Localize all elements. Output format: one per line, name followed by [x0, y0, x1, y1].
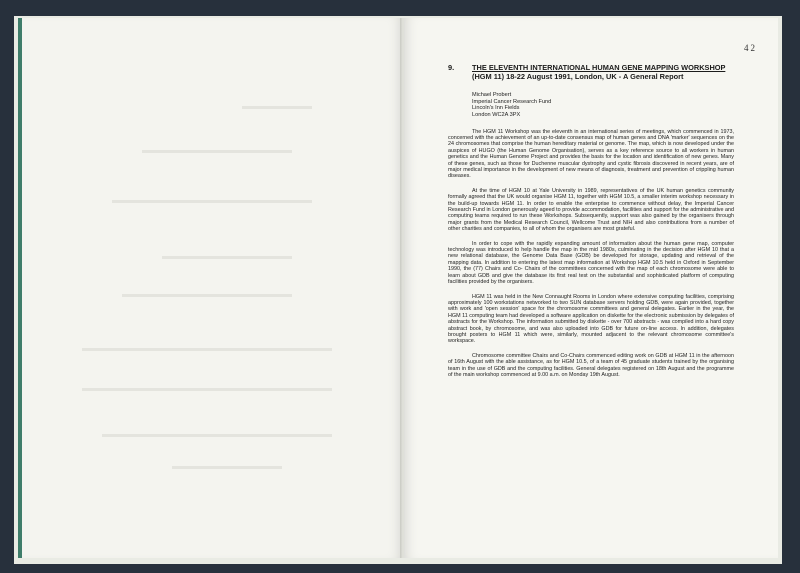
article-title-rest: (HGM 11) 18-22 August 1991, London, UK - A General Report — [472, 71, 684, 81]
author-city: London WC2A 3PX — [472, 111, 521, 118]
paragraph: Chromosome committee Chairs and Co-Chairs commenced editing work on GDB at HGM 11 in the afternoon of 16th August with the able assistance, as for HGM 10.5, of a team of 45 graduate students trained by the organising team in the use of GDB and the computing facilities. General delegates registered on 18th August and the programme of the main workshop commenced at 9.00 a.m. on Monday 19th August. — [448, 352, 734, 378]
show-through-mark — [172, 466, 282, 469]
paragraph: At the time of HGM 10 at Yale University in 1989, representatives of the UK human genetics community formally agreed that the UK would organise HGM 11, together with HGM 10.5, a smaller interim workshop necessary in the build-up towards HGM 11. In order to enable the enterprise to commence without delay, the Imperial Cancer Research Fund in London generously ageed to provide accommodation, facilities and support for the administrative and computing teams required to run these Workshops. Subsequently, support was also gained by the organisers through major grants from the Medical Research Council, Wellcome Trust and NIH and also contributions from a number of other charities and companies, to all of whom the organisers are most grateful. — [448, 187, 734, 233]
author-street: Lincoln's Inn Fields — [472, 105, 520, 112]
show-through-mark — [82, 348, 332, 351]
left-page — [22, 18, 402, 558]
author-organisation: Imperial Cancer Research Fund — [472, 98, 552, 105]
show-through-mark — [122, 294, 292, 297]
author-block — [472, 92, 734, 118]
paragraph: In order to cope with the rapidly expanding amount of information about the human gene map, computer technology was introduced to help handle the map in the mid 1980s, culminating in the decision after HGM 10 that a new relational database, the Genome Data Base (GDB) be developed for storage, updating and retrieval of the mapping data. In addition to entering the latest map information at Workshop HGM 10.5 held in Oxford in September 1990, the (77) Chairs and Co- Chairs of the committees concerned with the map of each chromosome were able to learn about GDB and give the database its first real test on the substantial and sophisticated platform of computing facilities provided by the organisers. — [448, 240, 734, 286]
page-number: 42 — [744, 43, 757, 53]
show-through-mark — [102, 434, 332, 437]
show-through-mark — [112, 200, 312, 203]
article-number: 9. — [448, 63, 455, 72]
paragraph: HGM 11 was held in the New Connaught Rooms in London where extensive computing facilities, comprising approximately 100 workstations networked to two SUN database servers holding GDB, were again provided, together with work and 'open session' space for the chromosome committees and general delegates. Earlier in the year, the HGM 11 computing team had developed a software application on diskette for the electronic submission by delegates of abstracts for the Workshop. The information submitted by diskette - over 700 abstracts - was compiled into a hard copy abstract book, by chromosome, and was also uploaded into GDB for future on-line access. In addition, delegates brought posters to HGM 11 which were, similarly, mounted adjacent to the relevant chromosome committee's workspace. — [448, 293, 734, 345]
paragraph: The HGM 11 Workshop was the eleventh in an international series of meetings, which commenced in 1973, concerned with the achievement of an up-to-date consensus map of human genes and DNA 'marker' sequences on the 24 chromosomes that comprise the human hereditary material or genome. The map, which is now developed under the auspices of HUGO (the Human Genome Organisation), serves as a key reference source to all workers in human genetics and the Human Genome Project and provides the basis for the location and identification of new genes. Many of these genes, such as those for Duchenne muscular dystrophy and cystic fibrosis discovered in recent years, are of major medical importance in the development of new means of diagnosis, treatment and prevention of crippling human diseases. — [448, 128, 734, 180]
show-through-mark — [162, 256, 292, 259]
article-title-underlined: THE ELEVENTH INTERNATIONAL HUMAN GENE MAPPING WORKSHOP — [472, 63, 726, 72]
show-through-mark — [82, 388, 332, 391]
article-heading — [448, 64, 734, 81]
show-through-mark — [242, 106, 312, 109]
show-through-mark — [142, 150, 292, 153]
article-title — [472, 64, 734, 81]
author-name: Michael Probert — [472, 92, 512, 99]
article-content — [448, 64, 734, 378]
